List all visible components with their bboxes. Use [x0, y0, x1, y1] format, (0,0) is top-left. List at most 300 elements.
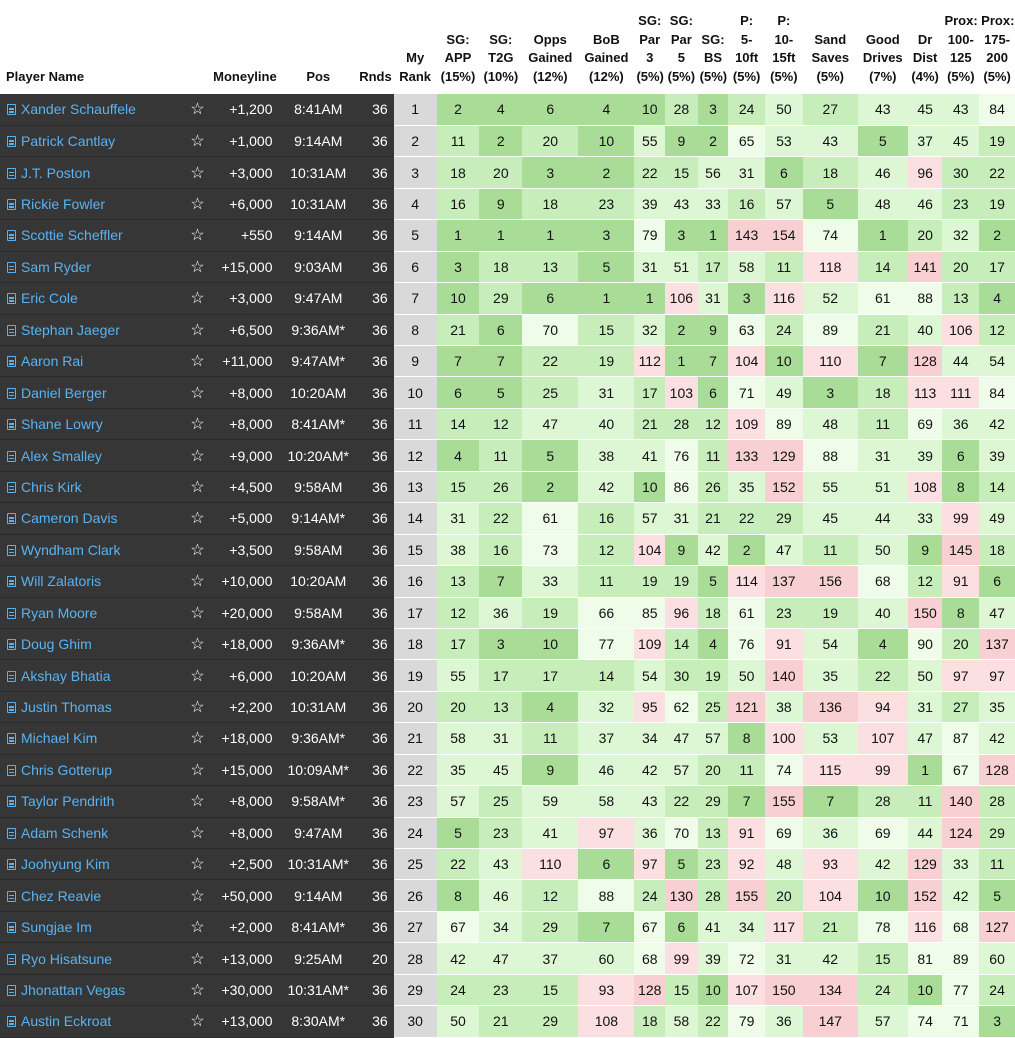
moneyline-cell: +20,000	[211, 597, 280, 628]
rounds-link[interactable]: 36	[356, 723, 394, 754]
player-name-link[interactable]: Scottie Scheffler	[21, 227, 123, 244]
col-header-line: (5%)	[983, 68, 1011, 84]
document-icon[interactable]	[7, 922, 16, 933]
player-name-link[interactable]: Patrick Cantlay	[21, 133, 116, 150]
stat-cell-sg-t2g: 21	[479, 1006, 522, 1037]
rounds-link[interactable]: 36	[356, 880, 394, 911]
stat-cell-prox-175-200: 22	[979, 157, 1015, 188]
col-header-pos[interactable]: Pos	[281, 0, 356, 94]
rounds-link[interactable]: 36	[356, 440, 394, 471]
stat-cell-putting-10-15ft: 69	[765, 817, 803, 848]
moneyline-cell: +2,000	[211, 911, 280, 942]
moneyline-cell: +3,000	[211, 283, 280, 314]
player-name-link[interactable]: Sungjae Im	[21, 919, 92, 936]
stat-cell-driving-distance: 40	[908, 314, 943, 345]
stat-cell-putting-10-15ft: 38	[765, 691, 803, 722]
document-icon[interactable]	[7, 891, 16, 902]
favorite-star-icon[interactable]: ☆	[184, 408, 212, 439]
rounds-link[interactable]: 20	[356, 943, 394, 974]
stat-cell-prox-175-200: 84	[979, 94, 1015, 125]
rounds-link[interactable]: 36	[356, 660, 394, 691]
col-header-bob-gained[interactable]	[578, 0, 634, 94]
stat-cell-driving-distance: 39	[908, 440, 943, 471]
player-name-link[interactable]: Doug Ghim	[21, 636, 92, 653]
player-name-link[interactable]: Ryo Hisatsune	[21, 950, 113, 967]
stat-cell-putting-5-10ft: 58	[728, 251, 765, 282]
col-header-opps-gained[interactable]	[522, 0, 578, 94]
document-icon[interactable]	[7, 419, 16, 430]
stat-cell-good-drives: 48	[858, 188, 908, 219]
favorite-star-icon[interactable]: ☆	[184, 440, 212, 471]
player-name-link[interactable]: Xander Schauffele	[21, 101, 136, 118]
moneyline-cell: +1,000	[211, 125, 280, 156]
rounds-link[interactable]: 36	[356, 251, 394, 282]
player-name-cell	[0, 849, 184, 880]
col-header-sg-app[interactable]	[437, 0, 480, 94]
player-name-link[interactable]: Chez Reavie	[21, 887, 102, 904]
player-name-link[interactable]: Alex Smalley	[21, 447, 102, 464]
favorite-star-icon[interactable]: ☆	[184, 723, 212, 754]
table-row	[0, 94, 1015, 125]
tee-time-cell: 10:20AM	[281, 377, 356, 408]
stat-cell-sg-par5: 47	[665, 723, 698, 754]
rounds-link[interactable]: 36	[356, 754, 394, 785]
rounds-link[interactable]: 36	[356, 566, 394, 597]
stat-cell-driving-distance: 47	[908, 723, 943, 754]
favorite-star-icon[interactable]: ☆	[184, 849, 212, 880]
col-header-line: 5-	[740, 31, 753, 47]
stat-cell-driving-distance: 128	[908, 346, 943, 377]
moneyline-cell: +8,000	[211, 377, 280, 408]
col-header-line: 100-	[947, 31, 974, 47]
stat-cell-putting-5-10ft: 11	[728, 754, 765, 785]
player-name-link[interactable]: Wyndham Clark	[21, 541, 121, 558]
player-name-link[interactable]: Daniel Berger	[21, 384, 107, 401]
document-icon[interactable]	[7, 545, 16, 556]
col-header-line: Par	[670, 31, 692, 47]
player-name-link[interactable]: Eric Cole	[21, 290, 78, 307]
player-name-link[interactable]: Justin Thomas	[21, 699, 112, 716]
player-name-link[interactable]: Adam Schenk	[21, 824, 109, 841]
player-name-cell	[0, 691, 184, 722]
col-header-good-drives[interactable]	[858, 0, 908, 94]
stat-cell-bob-gained: 16	[578, 503, 634, 534]
stat-cell-prox-100-125: 77	[942, 974, 979, 1005]
stat-cell-sg-par3: 10	[634, 471, 665, 502]
stat-cell-putting-10-15ft: 89	[765, 408, 803, 439]
col-header-prox-175-200[interactable]	[979, 0, 1015, 94]
tee-time-cell: 10:31AM	[281, 157, 356, 188]
favorite-star-icon[interactable]: ☆	[184, 974, 212, 1005]
stat-cell-putting-5-10ft: 79	[728, 1006, 765, 1037]
rounds-link[interactable]: 36	[356, 503, 394, 534]
table-row	[0, 786, 1015, 817]
favorite-star-icon[interactable]: ☆	[184, 471, 212, 502]
stat-cell-sand-saves: 110	[803, 346, 858, 377]
document-icon[interactable]	[7, 859, 16, 870]
rounds-link[interactable]: 36	[356, 628, 394, 659]
col-header-line: 5	[677, 50, 685, 65]
stat-cell-sand-saves: 11	[803, 534, 858, 565]
stat-cell-putting-5-10ft: 2	[728, 534, 765, 565]
col-header-moneyline[interactable]: Moneyline	[211, 0, 280, 94]
stat-cell-putting-5-10ft: 91	[728, 817, 765, 848]
player-name-cell	[0, 188, 184, 219]
stat-cell-my-rank: 8	[394, 314, 437, 345]
stat-cell-putting-5-10ft: 8	[728, 723, 765, 754]
stat-cell-bob-gained: 14	[578, 660, 634, 691]
document-icon[interactable]	[7, 733, 16, 744]
stat-cell-sg-bs: 11	[698, 440, 729, 471]
player-name-link[interactable]: Michael Kim	[21, 730, 98, 747]
stat-cell-good-drives: 107	[858, 723, 908, 754]
document-icon[interactable]	[7, 985, 16, 996]
stat-cell-sg-par3: 36	[634, 817, 665, 848]
tee-time-cell: 9:14AM	[281, 125, 356, 156]
table-row	[0, 974, 1015, 1005]
favorite-star-icon[interactable]: ☆	[184, 125, 212, 156]
rounds-link[interactable]: 36	[356, 471, 394, 502]
player-name-link[interactable]: Ryan Moore	[21, 604, 98, 621]
stat-cell-good-drives: 78	[858, 911, 908, 942]
stat-cell-bob-gained: 31	[578, 377, 634, 408]
stat-cell-opps-gained: 5	[522, 440, 578, 471]
rounds-link[interactable]: 36	[356, 94, 394, 125]
rounds-link[interactable]: 36	[356, 911, 394, 942]
col-header-player-name[interactable]: Player Name	[0, 0, 184, 94]
tee-time-cell: 9:36AM*	[281, 314, 356, 345]
stat-cell-putting-10-15ft: 6	[765, 157, 803, 188]
tee-time-cell: 8:30AM*	[281, 1006, 356, 1037]
stat-cell-putting-10-15ft: 11	[765, 251, 803, 282]
player-name-link[interactable]: Cameron Davis	[21, 510, 118, 527]
moneyline-cell: +8,000	[211, 817, 280, 848]
player-name-link[interactable]: Chris Kirk	[21, 478, 82, 495]
player-name-cell	[0, 157, 184, 188]
player-name-cell	[0, 125, 184, 156]
document-icon[interactable]	[7, 828, 16, 839]
stat-cell-sg-par5: 70	[665, 817, 698, 848]
stat-cell-prox-175-200: 84	[979, 377, 1015, 408]
stat-cell-sg-par5: 106	[665, 283, 698, 314]
stat-cell-sg-t2g: 34	[479, 911, 522, 942]
favorite-star-icon[interactable]: ☆	[184, 94, 212, 125]
stat-cell-sg-app: 55	[437, 660, 480, 691]
player-name-cell	[0, 974, 184, 1005]
stat-cell-sg-app: 8	[437, 880, 480, 911]
document-icon[interactable]	[7, 199, 16, 210]
stat-cell-prox-100-125: 140	[942, 786, 979, 817]
stat-cell-bob-gained: 37	[578, 723, 634, 754]
favorite-star-icon[interactable]: ☆	[184, 534, 212, 565]
rounds-link[interactable]: 36	[356, 346, 394, 377]
stat-cell-sg-app: 1	[437, 220, 480, 251]
stat-cell-putting-5-10ft: 34	[728, 911, 765, 942]
favorite-star-icon[interactable]: ☆	[184, 220, 212, 251]
favorite-star-icon[interactable]: ☆	[184, 283, 212, 314]
stat-cell-putting-5-10ft: 7	[728, 786, 765, 817]
player-name-link[interactable]: Aaron Rai	[21, 353, 84, 370]
player-name-cell	[0, 911, 184, 942]
rounds-link[interactable]: 36	[356, 125, 394, 156]
document-icon[interactable]	[7, 104, 16, 115]
stat-cell-putting-10-15ft: 31	[765, 943, 803, 974]
favorite-star-icon[interactable]: ☆	[184, 754, 212, 785]
table-row	[0, 691, 1015, 722]
rounds-link[interactable]: 36	[356, 283, 394, 314]
document-icon[interactable]	[7, 702, 16, 713]
stat-cell-prox-175-200: 49	[979, 503, 1015, 534]
favorite-star-icon[interactable]: ☆	[184, 251, 212, 282]
player-name-cell	[0, 471, 184, 502]
col-header-my-rank[interactable]	[394, 0, 437, 94]
stat-cell-prox-175-200: 14	[979, 471, 1015, 502]
player-name-link[interactable]: Will Zalatoris	[21, 573, 102, 590]
favorite-star-icon[interactable]: ☆	[184, 188, 212, 219]
table-row	[0, 597, 1015, 628]
stat-cell-bob-gained: 60	[578, 943, 634, 974]
stat-cell-prox-100-125: 8	[942, 597, 979, 628]
document-icon[interactable]	[7, 639, 16, 650]
player-name-link[interactable]: Sam Ryder	[21, 258, 92, 275]
col-header-line: (10%)	[483, 68, 519, 84]
moneyline-cell: +8,000	[211, 786, 280, 817]
stat-cell-sand-saves: 134	[803, 974, 858, 1005]
player-name-link[interactable]: Jhonattan Vegas	[21, 981, 126, 998]
player-name-link[interactable]: J.T. Poston	[21, 164, 91, 181]
favorite-star-icon[interactable]: ☆	[184, 157, 212, 188]
document-icon[interactable]	[7, 954, 16, 965]
stat-cell-opps-gained: 9	[522, 754, 578, 785]
favorite-star-icon[interactable]: ☆	[184, 377, 212, 408]
stat-cell-good-drives: 42	[858, 849, 908, 880]
col-header-rnds[interactable]: Rnds	[356, 0, 394, 94]
stat-cell-sg-par5: 28	[665, 94, 698, 125]
table-row	[0, 440, 1015, 471]
favorite-star-icon[interactable]: ☆	[184, 691, 212, 722]
tee-time-cell: 9:58AM	[281, 534, 356, 565]
stat-cell-prox-175-200: 11	[979, 849, 1015, 880]
stat-cell-prox-100-125: 32	[942, 220, 979, 251]
stat-cell-sg-par5: 86	[665, 471, 698, 502]
player-name-link[interactable]: Stephan Jaeger	[21, 321, 120, 338]
document-icon[interactable]	[7, 1016, 16, 1027]
document-icon[interactable]	[7, 796, 16, 807]
favorite-star-icon[interactable]: ☆	[184, 660, 212, 691]
tee-time-cell: 9:14AM*	[281, 503, 356, 534]
player-name-cell	[0, 251, 184, 282]
document-icon[interactable]	[7, 482, 16, 493]
col-header-driving-distance[interactable]	[908, 0, 943, 94]
stat-cell-my-rank: 29	[394, 974, 437, 1005]
col-header-sg-bs[interactable]	[698, 0, 729, 94]
document-icon[interactable]	[7, 168, 16, 179]
col-header-putting-10-15ft[interactable]	[765, 0, 803, 94]
favorite-star-icon[interactable]: ☆	[184, 880, 212, 911]
stat-cell-sg-par3: 57	[634, 503, 665, 534]
rounds-link[interactable]: 36	[356, 408, 394, 439]
rounds-link[interactable]: 36	[356, 786, 394, 817]
stat-cell-sand-saves: 118	[803, 251, 858, 282]
stat-cell-prox-175-200: 5	[979, 880, 1015, 911]
tee-time-cell: 9:14AM	[281, 880, 356, 911]
col-header-line: Rank	[399, 68, 432, 84]
favorite-star-icon[interactable]: ☆	[184, 786, 212, 817]
stat-cell-good-drives: 5	[858, 125, 908, 156]
favorite-star-icon[interactable]: ☆	[184, 943, 212, 974]
stat-cell-opps-gained: 29	[522, 911, 578, 942]
rounds-link[interactable]: 36	[356, 314, 394, 345]
stat-cell-bob-gained: 42	[578, 471, 634, 502]
favorite-star-icon[interactable]: ☆	[184, 346, 212, 377]
rounds-link[interactable]: 36	[356, 691, 394, 722]
stat-cell-prox-100-125: 44	[942, 346, 979, 377]
stat-cell-bob-gained: 66	[578, 597, 634, 628]
document-icon[interactable]	[7, 293, 16, 304]
rounds-link[interactable]: 36	[356, 849, 394, 880]
stat-cell-putting-10-15ft: 47	[765, 534, 803, 565]
stat-cell-sg-par5: 57	[665, 754, 698, 785]
favorite-star-icon[interactable]: ☆	[184, 314, 212, 345]
player-name-link[interactable]: Akshay Bhatia	[21, 667, 111, 684]
stat-cell-putting-10-15ft: 117	[765, 911, 803, 942]
stat-cell-bob-gained: 15	[578, 314, 634, 345]
stat-cell-prox-175-200: 12	[979, 314, 1015, 345]
col-header-prox-100-125[interactable]	[942, 0, 979, 94]
stat-cell-good-drives: 69	[858, 817, 908, 848]
player-name-cell	[0, 440, 184, 471]
stat-cell-sand-saves: 115	[803, 754, 858, 785]
player-name-cell	[0, 628, 184, 659]
stat-cell-prox-175-200: 18	[979, 534, 1015, 565]
col-header-favorite	[184, 0, 212, 94]
moneyline-cell: +2,500	[211, 849, 280, 880]
stat-cell-my-rank: 30	[394, 1006, 437, 1037]
rounds-link[interactable]: 36	[356, 974, 394, 1005]
document-icon[interactable]	[7, 388, 16, 399]
rounds-link[interactable]: 36	[356, 377, 394, 408]
stat-cell-good-drives: 10	[858, 880, 908, 911]
document-icon[interactable]	[7, 671, 16, 682]
col-header-sg-par5[interactable]	[665, 0, 698, 94]
rounds-link[interactable]: 36	[356, 817, 394, 848]
table-row	[0, 283, 1015, 314]
document-icon[interactable]	[7, 513, 16, 524]
stat-cell-prox-175-200: 19	[979, 188, 1015, 219]
table-row	[0, 911, 1015, 942]
tee-time-cell: 9:58AM	[281, 597, 356, 628]
stat-cell-sg-par5: 9	[665, 534, 698, 565]
tee-time-cell: 10:20AM*	[281, 440, 356, 471]
stat-cell-sg-par3: 10	[634, 94, 665, 125]
player-name-link[interactable]: Taylor Pendrith	[21, 793, 115, 810]
stat-cell-sg-app: 31	[437, 503, 480, 534]
col-header-sg-par3[interactable]	[634, 0, 665, 94]
stat-cell-putting-5-10ft: 3	[728, 283, 765, 314]
favorite-star-icon[interactable]: ☆	[184, 911, 212, 942]
stat-cell-prox-175-200: 39	[979, 440, 1015, 471]
rounds-link[interactable]: 36	[356, 534, 394, 565]
stat-cell-prox-175-200: 128	[979, 754, 1015, 785]
stat-cell-bob-gained: 12	[578, 534, 634, 565]
stat-cell-sg-app: 21	[437, 314, 480, 345]
rounds-link[interactable]: 36	[356, 597, 394, 628]
col-header-line: 10ft	[735, 50, 759, 65]
document-icon[interactable]	[7, 136, 16, 147]
stat-cell-sg-par5: 6	[665, 911, 698, 942]
stat-cell-good-drives: 7	[858, 346, 908, 377]
player-name-link[interactable]: Rickie Fowler	[21, 196, 106, 213]
stat-cell-driving-distance: 90	[908, 628, 943, 659]
rounds-link[interactable]: 36	[356, 157, 394, 188]
document-icon[interactable]	[7, 765, 16, 776]
col-header-sg-t2g[interactable]	[479, 0, 522, 94]
stat-cell-sg-t2g: 25	[479, 786, 522, 817]
favorite-star-icon[interactable]: ☆	[184, 817, 212, 848]
stat-cell-driving-distance: 152	[908, 880, 943, 911]
rounds-link[interactable]: 36	[356, 220, 394, 251]
stat-cell-putting-5-10ft: 72	[728, 943, 765, 974]
favorite-star-icon[interactable]: ☆	[184, 503, 212, 534]
document-icon[interactable]	[7, 356, 16, 367]
stat-cell-opps-gained: 13	[522, 251, 578, 282]
favorite-star-icon[interactable]: ☆	[184, 1006, 212, 1037]
stat-cell-putting-5-10ft: 65	[728, 125, 765, 156]
stat-cell-sg-app: 4	[437, 440, 480, 471]
stat-cell-prox-100-125: 43	[942, 94, 979, 125]
stat-cell-my-rank: 27	[394, 911, 437, 942]
favorite-star-icon[interactable]: ☆	[184, 597, 212, 628]
stat-cell-sg-par5: 76	[665, 440, 698, 471]
rounds-link[interactable]: 36	[356, 1006, 394, 1037]
stat-cell-sg-app: 11	[437, 125, 480, 156]
moneyline-cell: +11,000	[211, 346, 280, 377]
player-name-cell	[0, 346, 184, 377]
favorite-star-icon[interactable]: ☆	[184, 628, 212, 659]
player-name-link[interactable]: Austin Eckroat	[21, 1013, 112, 1030]
player-name-link[interactable]: Shane Lowry	[21, 416, 103, 433]
col-header-putting-5-10ft[interactable]	[728, 0, 765, 94]
rounds-link[interactable]: 36	[356, 188, 394, 219]
stat-cell-prox-100-125: 27	[942, 691, 979, 722]
table-body	[0, 94, 1015, 1037]
player-name-link[interactable]: Chris Gotterup	[21, 761, 113, 778]
stat-cell-sg-t2g: 5	[479, 377, 522, 408]
document-icon[interactable]	[7, 230, 16, 241]
player-name-cell	[0, 786, 184, 817]
stat-cell-prox-175-200: 42	[979, 723, 1015, 754]
document-icon[interactable]	[7, 262, 16, 273]
stat-cell-prox-100-125: 23	[942, 188, 979, 219]
stat-cell-putting-10-15ft: 91	[765, 628, 803, 659]
stat-cell-sg-t2g: 4	[479, 94, 522, 125]
col-header-sand-saves[interactable]	[803, 0, 858, 94]
stat-cell-sand-saves: 104	[803, 880, 858, 911]
document-icon[interactable]	[7, 325, 16, 336]
col-header-line: Good	[865, 31, 900, 47]
table-row	[0, 817, 1015, 848]
document-icon[interactable]	[7, 608, 16, 619]
stat-cell-opps-gained: 59	[522, 786, 578, 817]
document-icon[interactable]	[7, 451, 16, 462]
stat-cell-bob-gained: 97	[578, 817, 634, 848]
document-icon[interactable]	[7, 576, 16, 587]
col-header-line: P:	[740, 13, 754, 28]
player-name-cell	[0, 1006, 184, 1037]
player-name-link[interactable]: Joohyung Kim	[21, 856, 110, 873]
favorite-star-icon[interactable]: ☆	[184, 566, 212, 597]
col-header-line: (12%)	[532, 68, 568, 84]
